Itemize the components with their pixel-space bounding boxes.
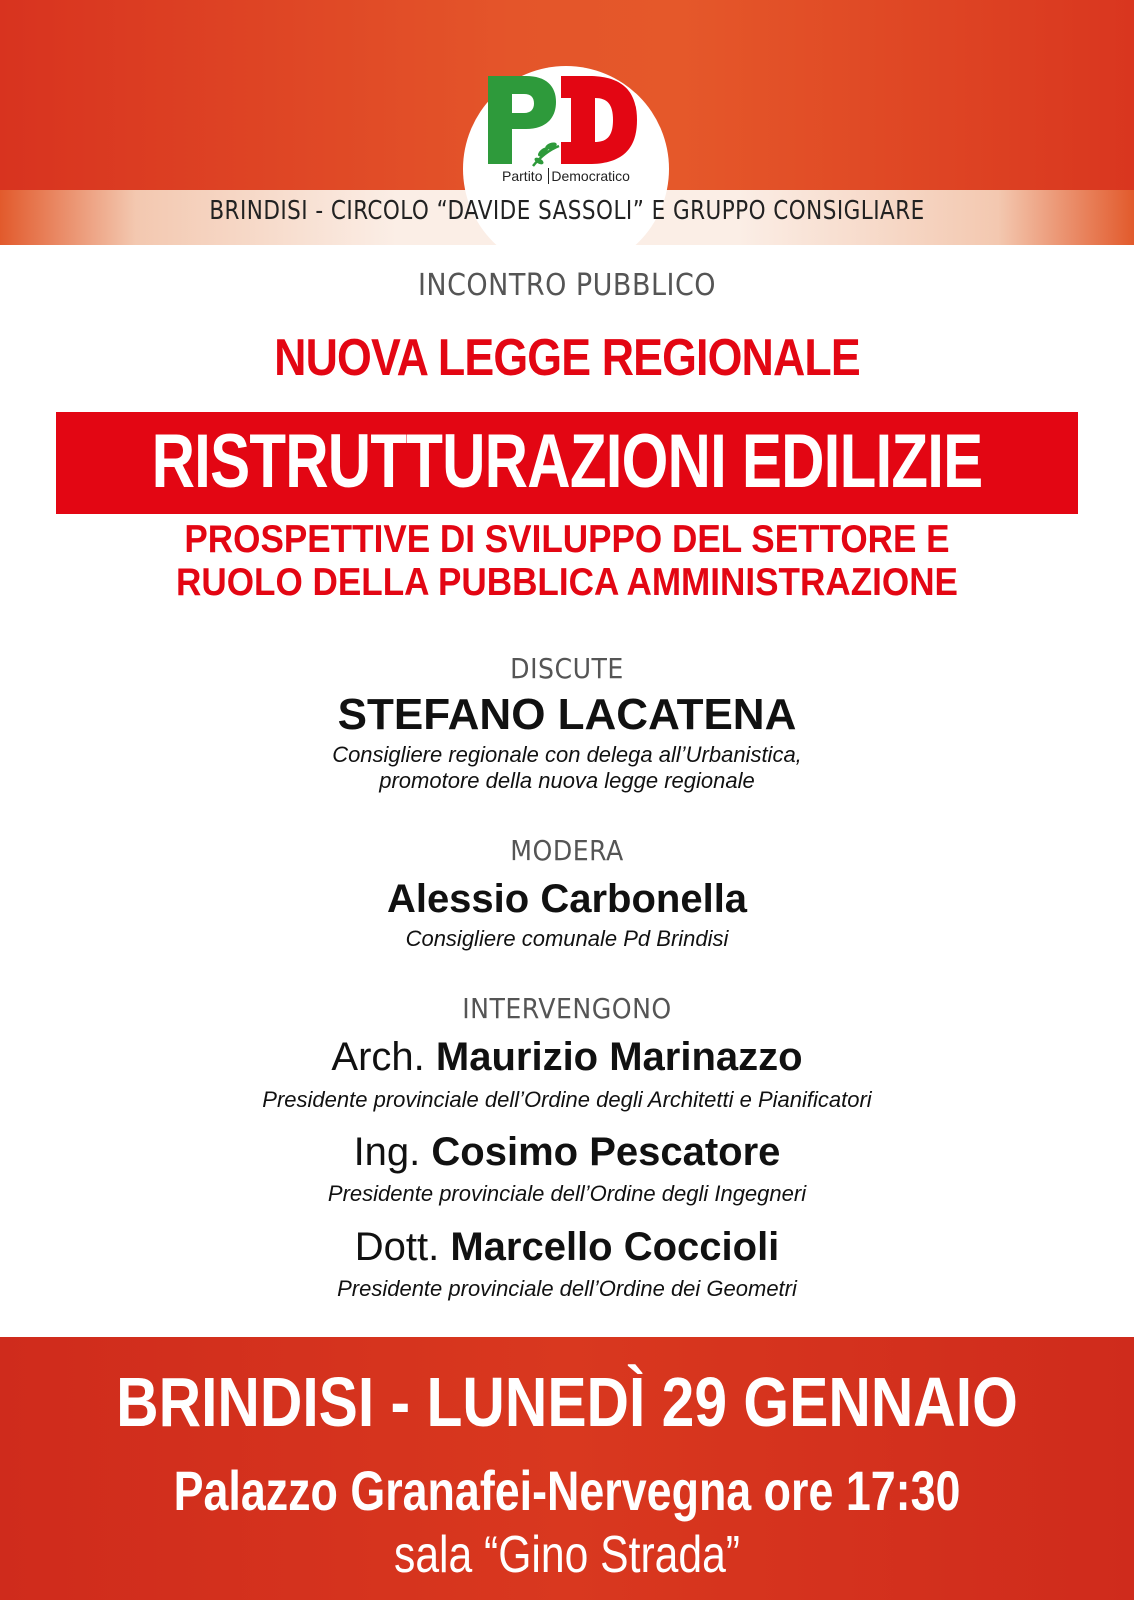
footer-venue: Palazzo Granafei-Nervegna ore 17:30 — [173, 1459, 961, 1522]
speaker-1-role: Presidente provinciale dell’Ordine degli Architetti e Pianificatori — [262, 1087, 872, 1112]
intervengono-label: INTERVENGONO — [462, 992, 672, 1025]
discute-label: DISCUTE — [510, 652, 624, 685]
subtitle-line-1: PROSPETTIVE DI SVILUPPO DEL SETTORE E — [184, 518, 950, 561]
footer-room: sala “Gino Strada” — [393, 1526, 741, 1584]
modera-name: Alessio Carbonella — [386, 877, 748, 921]
speaker-1-prefix: Arch. — [331, 1035, 425, 1079]
logo-caption — [463, 168, 669, 184]
speaker-3-name: Marcello Coccioli — [450, 1225, 780, 1269]
modera-role: Consigliere comunale Pd Brindisi — [405, 926, 729, 951]
speaker-3-name-line — [0, 1225, 1134, 1270]
speaker-2-name-line — [0, 1130, 1134, 1175]
speaker-2-prefix: Ing. — [353, 1130, 421, 1174]
logo-caption-right: Democratico — [548, 168, 630, 184]
speaker-1-name: Maurizio Marinazzo — [435, 1035, 803, 1079]
organizer-line: BRINDISI - CIRCOLO “DAVIDE SASSOLI” E GRUPPO CONSIGLIARE — [209, 196, 925, 226]
speaker-3-role: Presidente provinciale dell’Ordine dei Geometri — [337, 1276, 797, 1301]
subtitle-line-2: RUOLO DELLA PUBBLICA AMMINISTRAZIONE — [176, 561, 958, 604]
logo-caption-left: Partito — [502, 168, 543, 184]
modera-label: MODERA — [510, 834, 624, 867]
event-kicker: INCONTRO PUBBLICO — [417, 268, 717, 303]
footer-date: BRINDISI - LUNEDÌ 29 GENNAIO — [116, 1363, 1018, 1441]
discute-role-2: promotore della nuova legge regionale — [379, 768, 755, 793]
discute-role-1: Consigliere regionale con delega all’Urbanistica, — [332, 742, 802, 767]
title-line-2: RISTRUTTURAZIONI EDILIZIE — [151, 419, 983, 504]
speaker-2-role: Presidente provinciale dell’Ordine degli Ingegneri — [327, 1181, 807, 1206]
title-line-1: NUOVA LEGGE REGIONALE — [274, 329, 860, 387]
speaker-1-name-line — [0, 1035, 1134, 1080]
speaker-2-name: Cosimo Pescatore — [431, 1130, 781, 1174]
speaker-3-prefix: Dott. — [354, 1225, 440, 1269]
discute-name: STEFANO LACATENA — [337, 690, 797, 739]
